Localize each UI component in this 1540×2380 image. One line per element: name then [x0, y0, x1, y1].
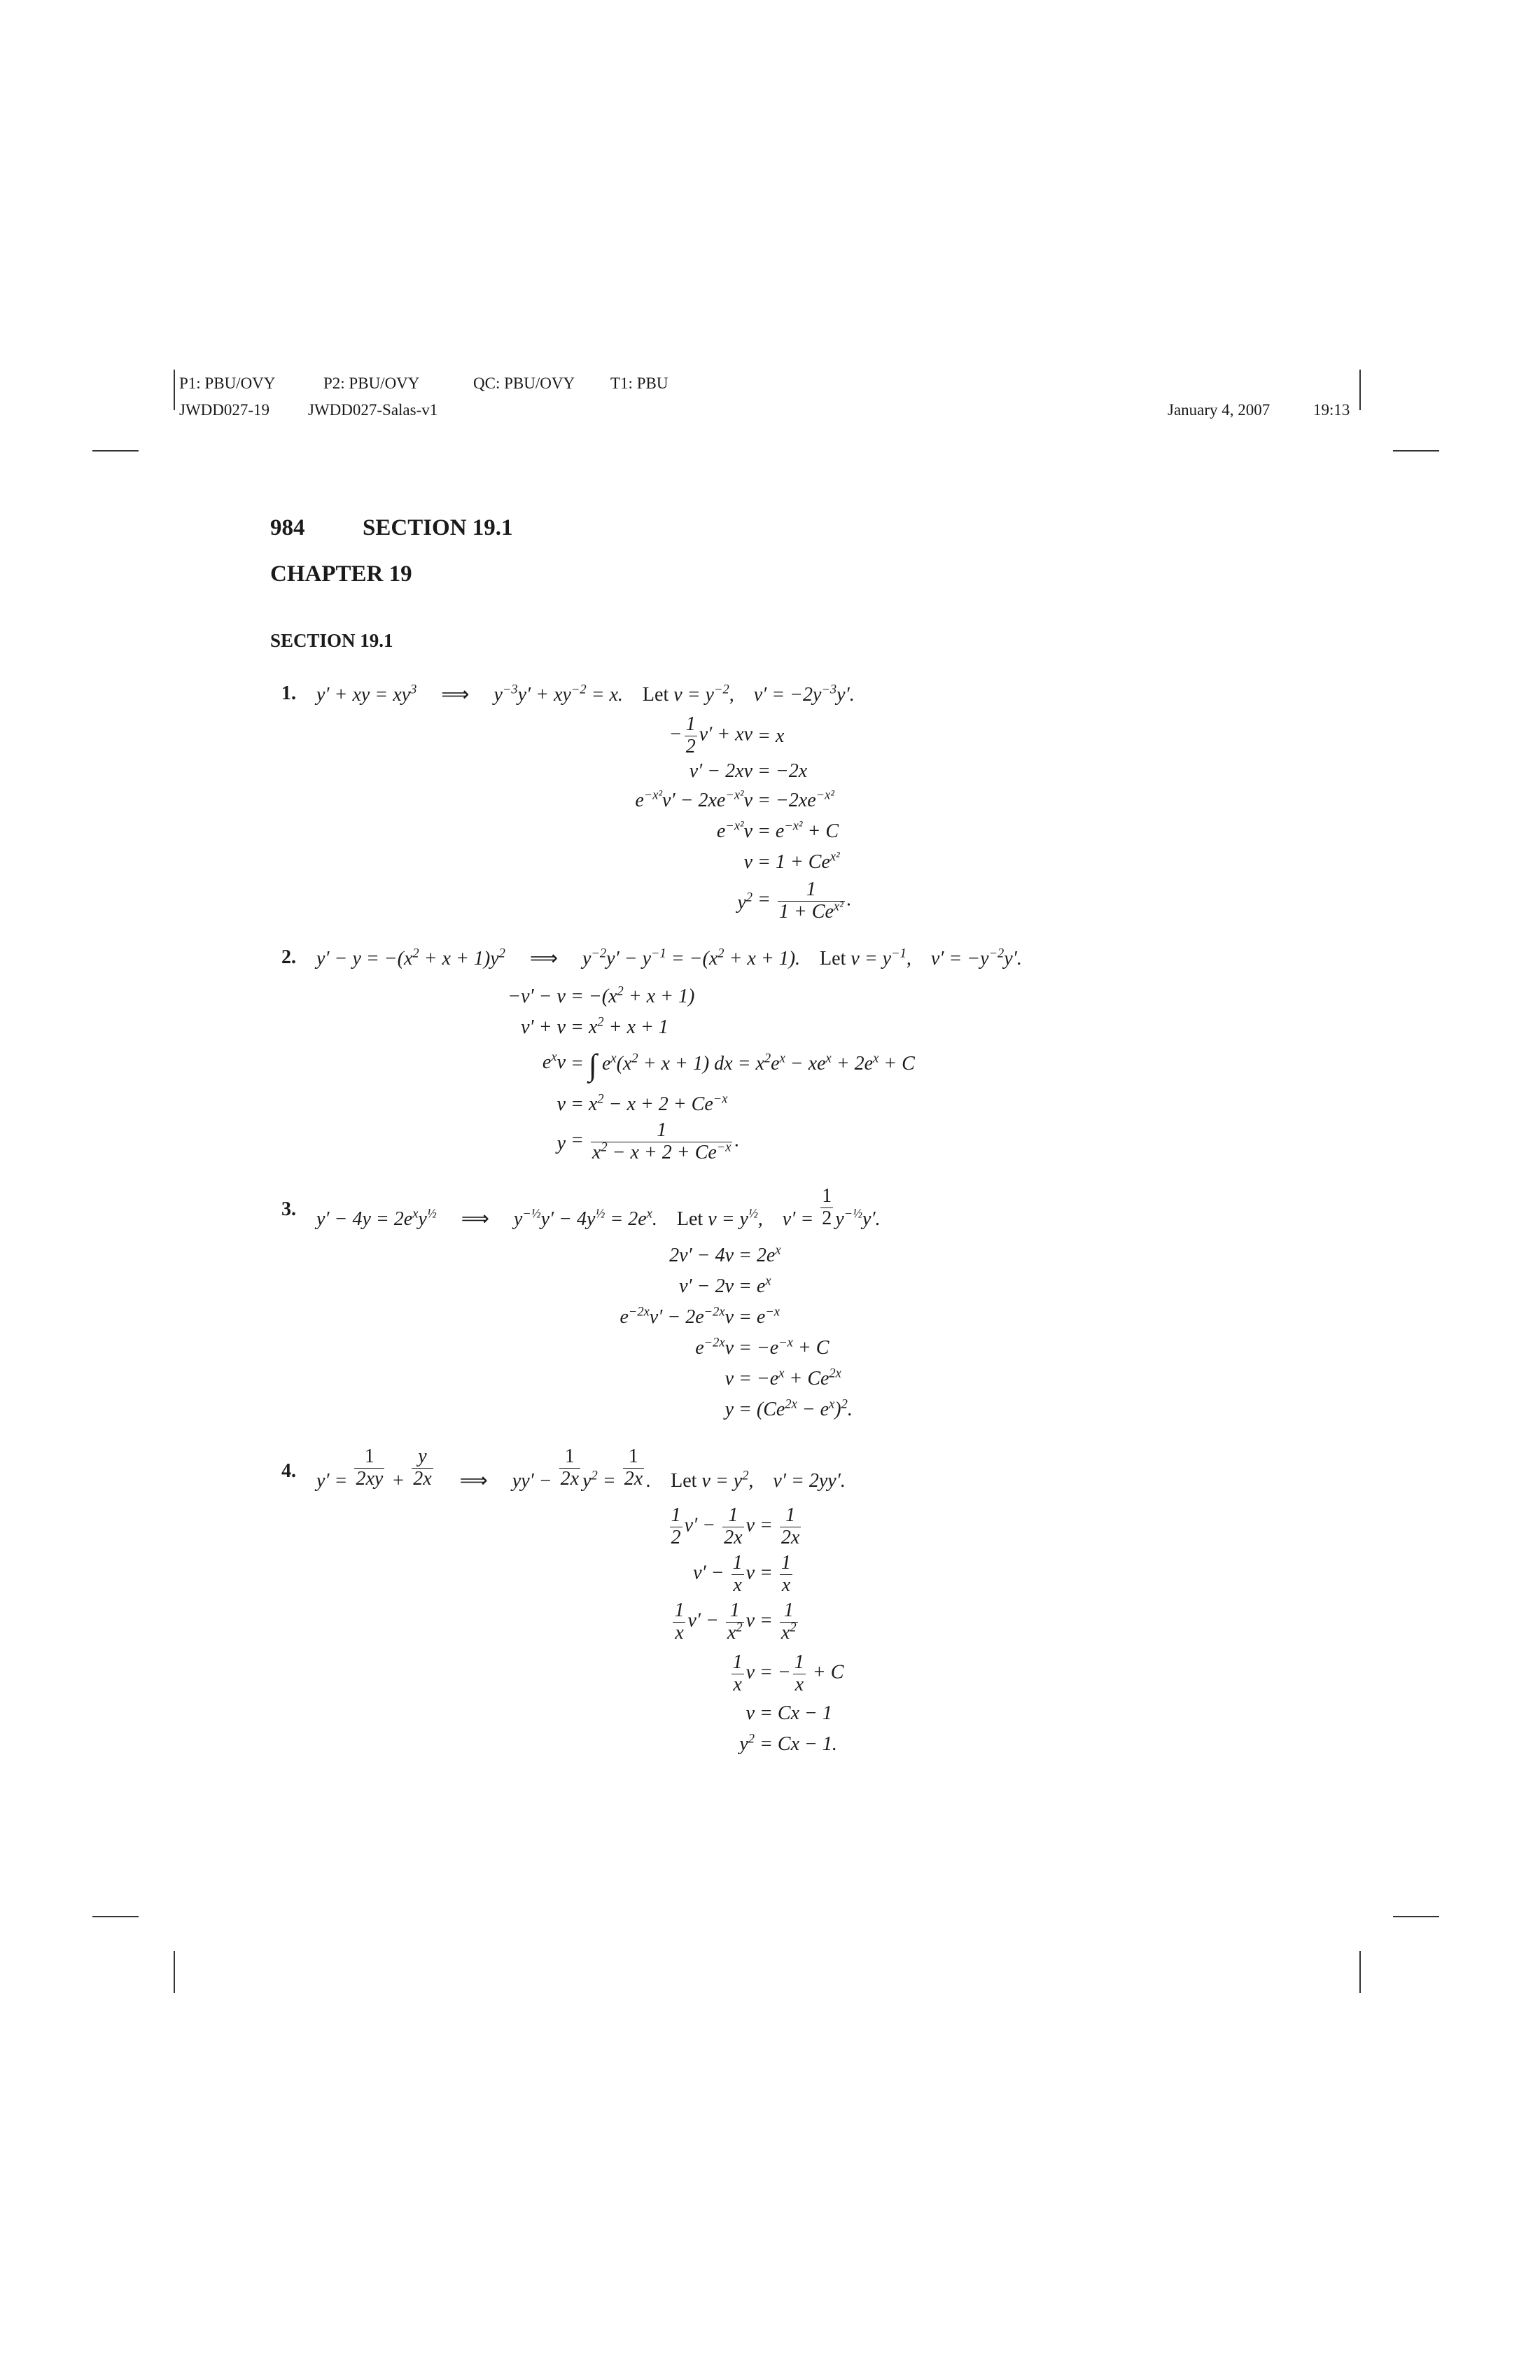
p3-eq-1: 2v′ − 4v = $2e^x$ — [669, 1242, 781, 1266]
p3-eq-4: $e^{-2x}v$ = $-e^{-x} + C$ — [695, 1335, 830, 1359]
p2-eq-5: y = $\frac{1}{x^2 - x + 2 + Ce^{-x}}$ . — [556, 1119, 740, 1163]
crop-mark-tl-h — [92, 450, 139, 451]
problem-4-let: Let — [671, 1469, 697, 1492]
p2-eq-4: v = $x^2 - x + 2 + Ce^{-x}$ — [556, 1091, 728, 1115]
problem-4-statement: y′ = $\frac{1}{2xy}$ + $\frac{y}{2x}$ ⟹ yy′ − $\frac{1}{2x}$ $y^2$ = $\frac{1}{2x}$ . Let $v = y^2$, v′ = 2yy′. — [316, 1446, 846, 1492]
crop-mark-br-h — [1393, 1916, 1439, 1917]
crop-mark-right-top — [1359, 370, 1361, 410]
p3-eq-2: v′ − 2v = $e^x$ — [679, 1273, 771, 1297]
crop-mark-left-top — [174, 370, 175, 410]
section-title: SECTION 19.1 — [270, 630, 393, 651]
page-number: 984 — [270, 515, 305, 540]
crop-mark-left-bottom — [174, 1951, 175, 1993]
p4-eq-4: $\frac{1}{x}$ v = − $\frac{1}{x}$ + C — [732, 1651, 844, 1695]
problem-1-statement: y′ + xy = $xy^3$ ⟹ $y^{-3}y' + xy^{-2} = x$. Let $v = y^{-2}$, $v' = -2y^{-3}y'$. — [316, 682, 855, 706]
chapter-title: CHAPTER 19 — [270, 561, 412, 587]
header-p2: P2: PBU/OVY — [323, 374, 420, 392]
p2-eq-1: −v′ − v = $-(x^2 + x + 1)$ — [507, 983, 695, 1007]
problem-2-let: Let — [820, 948, 846, 969]
p4-eq-6: $y^2$ = Cx − 1. — [739, 1731, 837, 1755]
p1-eq-5: v = $1 + Ce^{x^2}$ — [743, 849, 840, 873]
problem-4-label: 4. — [281, 1460, 296, 1482]
crop-mark-tr-h — [1393, 450, 1439, 451]
problem-3-statement: $y' - 4y = 2e^xy^{\frac{1}{2}}$ ⟹ $y^{-\frac{1}{2}}y' - 4y^{\frac{1}{2}} = 2e^x$. Let $v = y^{\frac{1}{2}}$, v′ = $\frac{1}{2}$ $y^{-\frac{1}{2}}y'$. — [316, 1185, 881, 1230]
header-code2: JWDD027-Salas-v1 — [308, 401, 438, 419]
p1-eq-1: − $\frac{1}{2}$ v′ + xv = x — [668, 713, 785, 757]
crop-mark-right-bottom — [1359, 1951, 1361, 1993]
header-p1: P1: PBU/OVY — [179, 374, 276, 392]
p4-eq-3: $\frac{1}{x}$ v′ − $\frac{1}{x^2}$ v = $\frac{1}{x^2}$ — [674, 1600, 797, 1644]
p3-eq-3: $e^{-2x}v' - 2e^{-2x}v$ = $e^{-x}$ — [620, 1304, 780, 1328]
problem-2-label: 2. — [281, 946, 296, 968]
p4-eq-1: $\frac{1}{2}$ v′ − $\frac{1}{2x}$ v = $\frac{1}{2x}$ — [671, 1504, 800, 1548]
header-time: 19:13 — [1313, 401, 1350, 419]
p4-eq-2: v′ − $\frac{1}{x}$ v = $\frac{1}{x}$ — [693, 1552, 791, 1596]
crop-mark-bl-h — [92, 1916, 139, 1917]
problem-3-let: Let — [676, 1208, 704, 1230]
running-head: SECTION 19.1 — [363, 515, 513, 540]
header-date: January 4, 2007 — [1168, 401, 1270, 419]
problem-1-let: Let — [642, 684, 669, 706]
p1-eq-6: $y^2$ = $\frac{1}{1 + Ce^{x^2}}$ . — [737, 878, 852, 923]
p3-eq-5: v = $-e^x + Ce^{2x}$ — [724, 1366, 841, 1390]
header-code1: JWDD027-19 — [179, 401, 270, 419]
problem-3-label: 3. — [281, 1198, 296, 1220]
p3-eq-6: y = $(Ce^{2x} - e^x)^2$. — [724, 1396, 853, 1420]
header-t1: T1: PBU — [610, 374, 668, 392]
problem-2-statement: $y' - y = -(x^2 + x + 1)y^2$ ⟹ $y^{-2}y' - y^{-1} = -(x^2 + x + 1)$. Let $v = y^{-1}$, $v' = -y^{-2}y'$. — [316, 946, 1022, 969]
p2-eq-3: $e^xv$ = ∫ $e^x(x^2 + x + 1)$ dx = $x^2e^x - xe^x + 2e^x + C$ — [542, 1048, 915, 1082]
p1-eq-4: $e^{-x^2}v$ = $e^{-x^2} + C$ — [716, 818, 839, 842]
p1-eq-3: $e^{-x^2}v' - 2xe^{-x^2}v$ = $-2xe^{-x^2}$ — [635, 788, 834, 811]
p2-eq-2: v′ + v = $x^2 + x + 1$ — [521, 1014, 668, 1038]
p4-eq-5: v = Cx − 1 — [746, 1702, 832, 1724]
p1-eq-2: v′ − 2xv = −2x — [689, 760, 808, 782]
problem-1-label: 1. — [281, 682, 296, 704]
header-qc: QC: PBU/OVY — [473, 374, 575, 392]
